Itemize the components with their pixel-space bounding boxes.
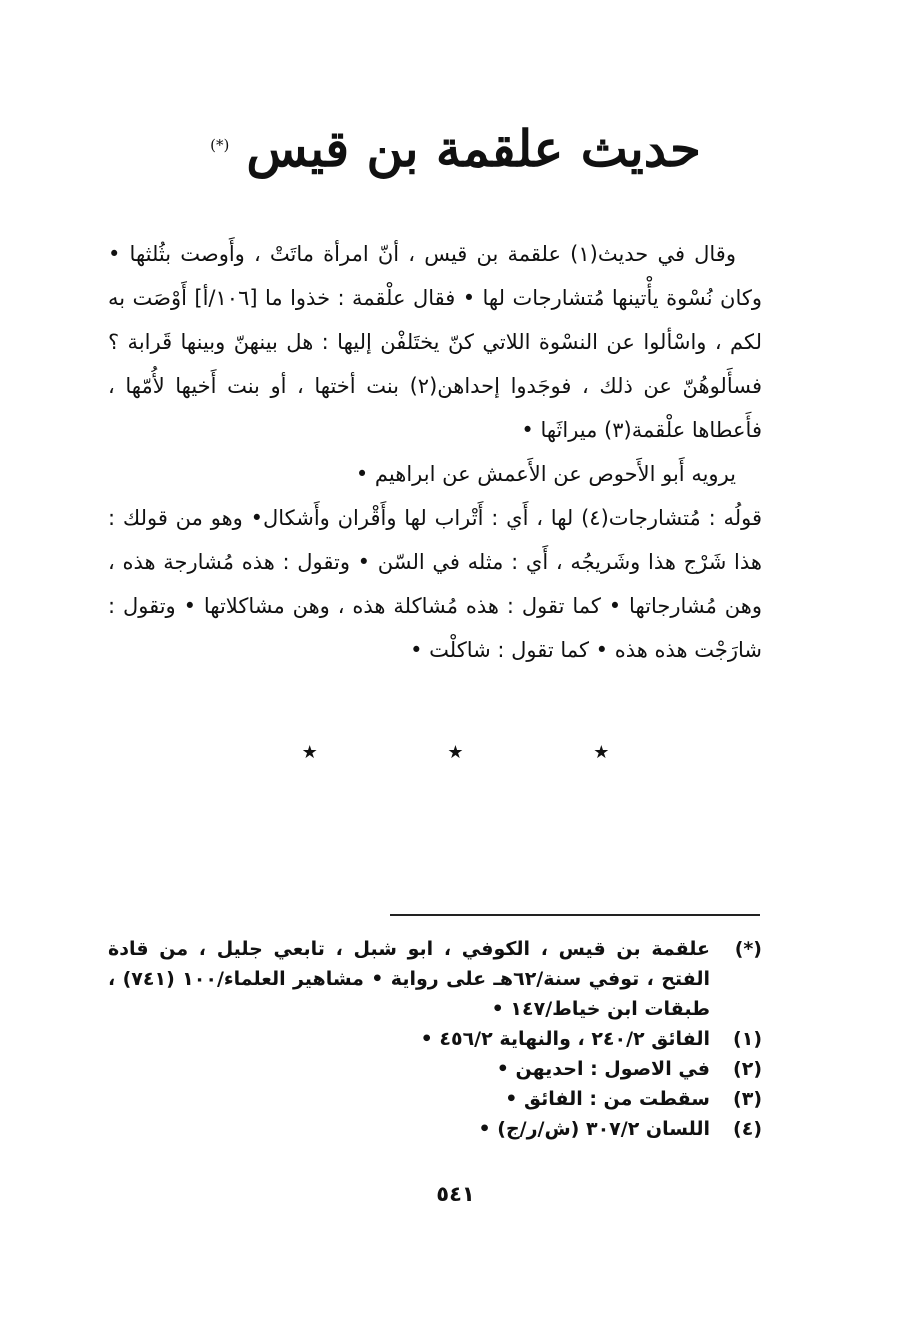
footnote-text: الفائق ٢٤٠/٢ ، والنهاية ٤٥٦/٢ • [420, 1028, 710, 1050]
footnote-item [108, 1084, 762, 1114]
footnote-item [108, 1024, 762, 1054]
footnote-text: سقطت من : الفائق • [505, 1088, 710, 1110]
page-number: ٥٤١ [436, 1182, 475, 1206]
chapter-heading [0, 118, 911, 181]
footnote-marker: (٣) [733, 1088, 762, 1110]
footnote-marker: (١) [733, 1028, 762, 1050]
paragraph-explanation: قولُه : مُتشارجات(٤) لها ، أَي : أَتْراب لها وأَقْران وأَشكال• وهو من قولك : هذا شَرْج هذا وشَريجُه ، أَي : مثله في السّن • وتقول : هذه مُشارجة هذه ، وهن مُشارجاتها • كما تقول : هذه مُشاكلة هذه ، وهن مشاكلاتها • وتقول : شارَجْت هذه هذه • كما تقول : شاكلْت • [108, 506, 763, 662]
section-separator: ★ ★ ★ [301, 742, 672, 763]
footnote-text: في الاصول : احديهن • [496, 1058, 710, 1080]
footnote-marker: (٢) [733, 1058, 762, 1080]
chapter-title: حديث علقمة بن قيس [246, 119, 701, 178]
footnote-item [108, 1114, 762, 1144]
title-footnote-marker: (*) [210, 136, 230, 154]
footnote-item [108, 1054, 762, 1084]
footnote-marker: (٤) [733, 1118, 762, 1140]
paragraph-narration-chain: يرويه أَبو الأَحوص عن الأَعمش عن ابراهيم • [355, 462, 736, 486]
footnotes [108, 934, 762, 1144]
paragraph-hadith: وقال في حديث(١) علقمة بن قيس ، أنّ امرأة ماتَتْ ، وأَوصت بثُلثها • وكان نُسْوة يأْتينها مُتشارجات لها • فقال علْقمة : خذوا ما [١٠٦/أ] أَوْصَت به لكم ، واسْألوا عن النسْوة اللاتي كنّ يختَلفْن إليها : هل بينهنّ وبينها قَرابة ؟ فسأَلوهُنّ عن ذلك ، فوجَدوا إحداهن(٢) بنت أختها ، أو بنت أَخيها لأُمّها ، فأَعطاها علْقمة(٣) ميراثَها • [108, 242, 763, 442]
footnote-marker: (*) [734, 938, 762, 960]
footnote-item [108, 934, 762, 1024]
main-text [108, 232, 762, 672]
footnote-text: علقمة بن قيس ، الكوفي ، ابو شبل ، تابعي جليل ، من قادة الفتح ، توفي سنة/٦٢هـ على رواية • مشاهير العلماء/١٠٠ (٧٤١) ، طبقات ابن خياط/١٤٧ • [108, 938, 710, 1020]
footnote-text: اللسان ٣٠٧/٢ (ش/ر/ج) • [478, 1118, 710, 1140]
footnote-divider [390, 914, 760, 916]
